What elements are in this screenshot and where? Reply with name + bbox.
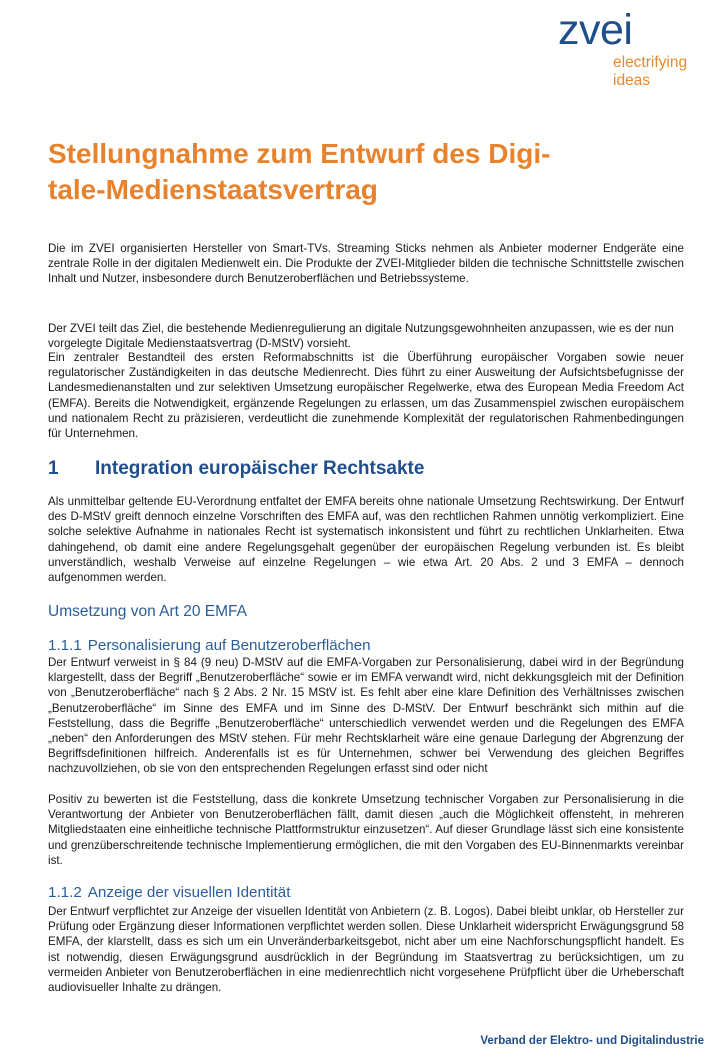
subsection-1-1-1-title: Personalisierung auf Benutzeroberflächen — [87, 637, 371, 654]
intro-paragraph-2a: Der ZVEI teilt das Ziel, die bestehende Medienregulierung an digitale Nutzungsgewohnheiten anzupassen, wie es der nun vorgelegte Digitale Medienstaatsvertrag (D-MStV) vorsieht. — [48, 322, 674, 351]
section-1-heading — [48, 458, 424, 480]
subsection-1-1-1-paragraph-a: Der Entwurf verweist in § 84 (9 neu) D-MStV auf die EMFA-Vorgaben zur Personalisierung, dabei wird in der Begründung klargestellt, dass der Begriff „Benutzeroberfläche“ sowie er im EMFA verwandt wird, nicht dekkungsgleich mit der Definition von „Benutzeroberfläche“ nach § 2 Abs. 2 Nr. 15 MStV ist. Es fehlt aber eine klare Definition des Verhältnisses zwischen „Benutzeroberfläche“ im Sinne des EMFA und im Sinne des D-MStV. Der Entwurf beschränkt sich mithin auf die Feststellung, dass die Begriffe „Benutzeroberfläche“ unterschiedlich verwendet werden und die Regelungen des EMFA „neben“ den Anforderungen des MStV stehen. Für mehr Rechtsklarheit wäre eine genaue Darlegung der Abgrenzung der Begriffsdefinitionen hilfreich. Anderenfalls ist es für Unternehmen, schwer bei Verwendung des gleichen Begriffes nachzuvollziehen, ob sie von den entsprechenden Regelungen erfasst sind oder nicht — [48, 656, 684, 776]
intro-paragraph-2b: Ein zentraler Bestandteil des ersten Reformabschnitts ist die Überführung europäischer Vorgaben sowie neuer regulatorischer Zuständigkeiten in das deutsche Medienrecht. Dies führt zu einer Ausweitung der Aufsichtsbefugnisse der Landesmedienanstalten und zur selektiven Umsetzung europäischer Regelwerke, etwa des European Media Freedom Act (EMFA). Bereits die Notwendigkeit, ergänzende Regelungen zu erlassen, um das Zusammenspiel zwischen europäischem und nationalem Recht zu präzisieren, verdeutlicht die zunehmende Komplexität der regulatorischen Rahmenbedingungen für Unternehmen. — [48, 351, 684, 441]
page-footer: Verband der Elektro- und Digitalindustrie — [480, 1035, 704, 1047]
section-1-title: Integration europäischer Rechtsakte — [95, 458, 425, 479]
zvei-logo — [558, 8, 708, 88]
title-line-1: Stellungnahme zum Entwurf des Digi- — [48, 138, 551, 169]
subsection-1-1-2-heading — [48, 884, 290, 902]
logo-tagline-line-2: ideas — [613, 72, 651, 89]
subsection-1-1-2-number: 1.1.2 — [48, 884, 82, 901]
intro-paragraph-1: Die im ZVEI organisierten Hersteller von Smart-TVs. Streaming Sticks nehmen als Anbieter moderner Endgeräte eine zentrale Rolle in der digitalen Medienwelt ein. Die Produkte der ZVEI-Mitglieder bilden die technische Schnittstelle zwischen Inhalt und Nutzer, insbesondere durch Benutzeroberflächen und Betriebssysteme. — [48, 242, 684, 286]
subsection-1-1-1-heading — [48, 637, 371, 655]
subsection-1-1-heading: Umsetzung von Art 20 EMFA — [48, 603, 248, 620]
document-title — [48, 136, 668, 208]
subsection-1-1-2-paragraph: Der Entwurf verpflichtet zur Anzeige der visuellen Identität von Anbietern (z. B. Logos). Dabei bleibt unklar, ob Hersteller zur Prüfung oder Ergänzung dieser Informationen verpflichtet werden sollen. Diese Unklarheit widerspricht Erwägungsgrund 58 EMFA, der klarstellt, dass es sich um ein Unveränderbarkeitsgebot, nicht aber um eine Nachforschungspflicht handelt. Es ist notwendig, diesen Erwägungsgrund ausdrücklich in der Begründung im Staatsvertrag zu berücksichtigen, um zu vermeiden Anbieter von Benutzeroberflächen in eine medienrechtlich nicht vorgesehene Prüfpflicht über die Urheberschaft audiovisueller Inhalte zu drängen. — [48, 905, 684, 995]
title-line-2: tale-Medienstaatsvertrag — [48, 174, 378, 205]
section-1-paragraph: Als unmittelbar geltende EU-Verordnung entfaltet der EMFA bereits ohne nationale Umsetzung Rechtswirkung. Der Entwurf des D-MStV greift dennoch einzelne Vorschriften des EMFA auf, was den rechtlichen Rahmen unnötig verkompliziert. Eine solche selektive Aufnahme in nationales Recht ist systematisch inkonsistent und führt zu rechtlichen Unklarheiten. Etwa dahingehend, ob damit eine andere Regelungsgehalt gegenüber der europäischen Regelung verbunden ist. Es bleibt unverständlich, weshalb Verweise auf einzelne Regelungen – wie etwa Art. 20 Abs. 2 und 3 EMFA – dennoch aufgenommen werden. — [48, 495, 684, 585]
section-1-number: 1 — [48, 458, 59, 479]
logo-tagline-line-1: electrifying — [613, 54, 688, 71]
subsection-1-1-1-number: 1.1.1 — [48, 637, 82, 654]
subsection-1-1-2-title: Anzeige der visuellen Identität — [87, 884, 291, 901]
subsection-1-1-1-paragraph-b: Positiv zu bewerten ist die Feststellung, dass die konkrete Umsetzung technischer Vorgaben zur Personalisierung in die Verantwortung der Anbieter von Benutzeroberflächen fällt, damit diesen „auch die Möglichkeit offensteht, in mehreren Mitgliedstaaten eine einheitliche technische Plattformstruktur einzusetzen“. Auf dieser Grundlage lässt sich eine konsistente und grenzüberschreitende technische Implementierung ermöglichen, die mit den Vorgaben des EU-Binnenmarkts vereinbar ist. — [48, 793, 684, 867]
logo-wordmark: zvei — [558, 6, 633, 54]
